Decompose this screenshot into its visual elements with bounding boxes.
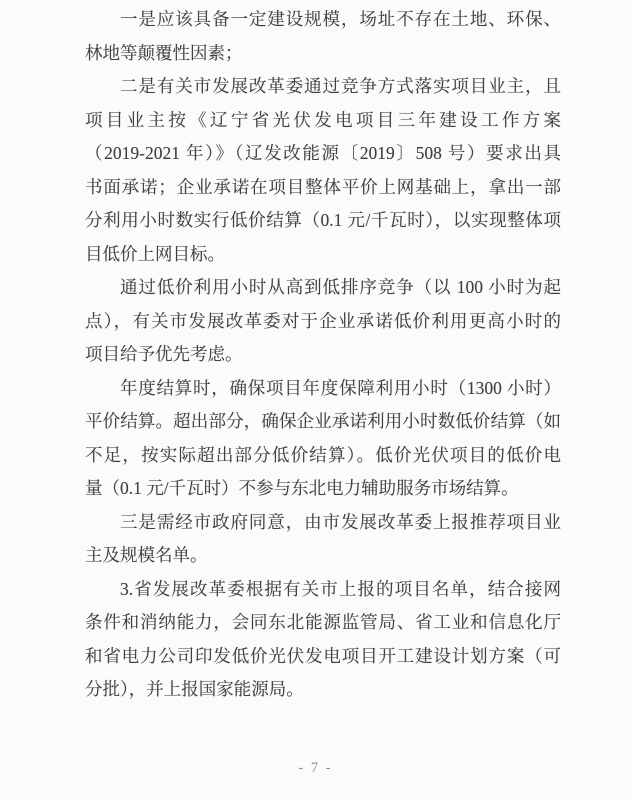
text-line: 点），有关市发展改革委对于企业承诺低价利用更高小时的 [85,310,561,331]
text-line: 和省电力公司印发低价光伏发电项目开工建设计划方案（可 [85,645,561,666]
text-line: 分利用小时数实行低价结算（0.1 元/千瓦时），以实现整体项 [85,210,561,230]
text-line: （2019-2021 年）》（辽发改能源〔2019〕508 号）要求出具 [85,143,561,163]
text-line: 3.省发展改革委根据有关市上报的项目名单，结合接网 [120,578,561,599]
text-line: 量（0.1 元/千瓦时）不参与东北电力辅助服务市场结算。 [85,478,519,498]
paragraph [85,506,561,573]
document-body-text [85,3,561,707]
page-number: - 7 - [298,760,333,776]
text-line: 分批），并上报国家能源局。 [85,679,304,699]
text-line: 项目给予优先考虑。 [85,344,243,364]
paragraph [85,70,561,271]
text-line: 通过低价利用小时从高到低排序竞争（以 100 小时为起 [120,277,561,297]
paragraph [85,3,561,70]
text-line: 林地等颠覆性因素； [85,42,243,63]
text-line: 不足，按实际超出部分低价结算）。低价光伏项目的低价电 [85,444,561,465]
text-line: 一是应该具备一定建设规模，场址不存在土地、环保、 [120,9,561,29]
text-line: 二是有关市发展改革委通过竞争方式落实项目业主，且 [120,76,561,96]
paragraph [85,271,561,372]
text-line: 平价结算。超出部分，确保企业承诺利用小时数低价结算（如 [85,411,561,431]
text-line: 书面承诺；企业承诺在项目整体平价上网基础上，拿出一部 [85,176,561,197]
text-line: 主及规模名单。 [85,545,208,565]
text-line: 年度结算时，确保项目年度保障利用小时（1300 小时） [120,377,561,398]
paragraph [85,372,561,506]
text-line: 三是需经市政府同意，由市发展改革委上报推荐项目业 [120,511,561,532]
text-line: 项目业主按《辽宁省光伏发电项目三年建设工作方案 [85,109,561,130]
text-line: 条件和消纳能力，会同东北能源监管局、省工业和信息化厅 [85,612,561,632]
text-line: 目低价上网目标。 [85,243,225,264]
paragraph [85,573,561,707]
